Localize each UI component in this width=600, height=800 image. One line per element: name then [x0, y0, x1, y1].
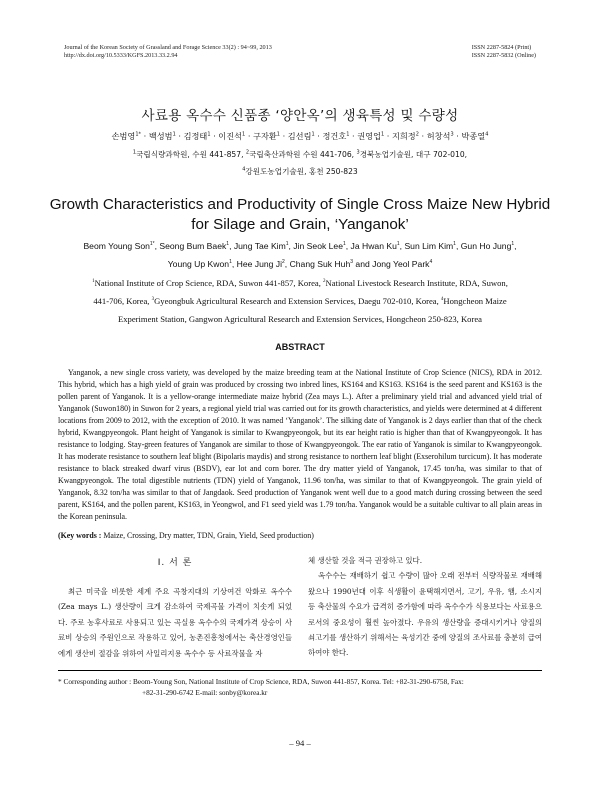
english-authors [50, 238, 550, 273]
english-affiliation-line-2: 441-706, Korea, $^3$Gyeongbuk Agricultural Research and Extension Services, Daegu 702-010, Korea, $^4$Hongcheon Maize [93, 296, 507, 306]
issn-online: ISSN 2287-5832 (Online) [471, 52, 536, 60]
english-authors-line-1: Beom Young Son$^{1*}$, Seong Bum Baek$^1$, Jung Tae Kim$^1$, Jin Seok Lee$^1$, Ja Hwan Ku$^1$, Sun Lim Kim$^1$, Gun Ho Jung$^1$, [83, 241, 517, 251]
issn-print: ISSN 2287-5824 (Print) [471, 44, 532, 51]
body-right-paragraph-2: 옥수수는 재배하기 쉽고 수량이 많아 오래 전부터 식량작물로 재배해 왔으나 1990년대 이후 식생활이 윤택해지면서, 고기, 우유, 햄, 소시지 등 축산물의 수요가 급격히 증가함에 따라 옥수수가 식용보다는 사료용으로서의 중요성이 훨씬 높아졌다. 우유의 생산량을 증대시키거나 양질의 쇠고기를 생산하기 위해서는 육성기간 중에 양질의 조사료를 충분히 급여하여야 한다. [308, 571, 542, 658]
doi-link[interactable]: http://dx.doi.org/10.5333/KGFS.2013.33.2.94 [64, 52, 178, 60]
page-number: – 94 – [289, 738, 311, 748]
korean-authors: 손범영$^{1*}$ · 백성범$^1$ · 김정태$^1$ · 이진석$^1$ · 구자환$^1$ · 김선림$^1$ · 정건호$^1$ · 권영업$^1$ · 지희정$^2$ · 허창석$^3$ · 박종열$^4$ [111, 131, 489, 141]
footnote-line-2: +82-31-290-6742 E-mail: sonby@korea.kr [142, 688, 268, 697]
body-right-column [308, 553, 542, 661]
english-affiliation-line-1: $^1$National Institute of Crop Science, RDA, Suwon 441-857, Korea, $^2$National Livestock Research Institute, RDA, Suwon, [92, 278, 508, 288]
footnote-line-1: * Corresponding author : Beom-Young Son, National Institute of Crop Science, RDA, Suwon 441-857, Korea. Tel: +82-31-290-6758, Fax: [58, 677, 464, 686]
body-right-paragraph-1: 체 생산할 것을 적극 권장하고 있다. [308, 556, 423, 565]
journal-citation: Journal of the Korean Society of Grassland and Forage Science 33(2) : 94~99, 2013 [64, 44, 272, 51]
english-authors-line-2: Young Up Kwon$^1$, Hee Jung Ji$^2$, Chang Suk Huh$^3$ and Jong Yeol Park$^4$ [167, 258, 433, 269]
korean-affiliations-1: $^1$국립식량과학원, 수원 441-857, $^2$국립축산과학원 수원 441-706, $^3$경북농업기술원, 대구 702-010, [132, 149, 468, 159]
keywords-label: (Key words : [58, 531, 102, 540]
korean-affiliations-2: $^4$강원도농업기술원, 홍천 250-823 [242, 166, 358, 176]
english-title-line-2: for Silage and Grain, ‘Yanganok’ [191, 216, 409, 233]
keywords [58, 531, 542, 540]
keywords-list: Maize, Crossing, Dry matter, TDN, Grain, Yield, Seed production) [101, 531, 314, 540]
korean-title: 사료용 옥수수 신품종 ‘양안옥’의 생육특성 및 수량성 [141, 108, 459, 124]
english-affiliations [48, 274, 552, 328]
section-heading-introduction: Ⅰ. 서 론 [157, 558, 193, 568]
footnote-divider [58, 670, 542, 671]
body-left-column: 최근 미국을 비롯한 세계 주요 곡창지대의 기상여건 악화로 옥수수(Zea mays L.) 생산량이 크게 감소하여 국제곡물 가격이 치솟게 되었다. 주로 농후사료로 사용되고 있는 곡실용 옥수수의 국제가격 상승이 사료비 상승의 주원인으로 작용하고 있어, 농촌진흥청에서는 축산경영인들에게 생산비 절감을 위하여 사일리지용 옥수수 등 사료작물을 자 [58, 587, 292, 658]
english-affiliation-line-3: Experiment Station, Gangwon Agricultural Research and Extension Services, Hongcheon 250-823, Korea [118, 314, 482, 324]
english-title-line-1: Growth Characteristics and Productivity of Single Cross Maize New Hybrid [49, 196, 551, 213]
abstract-text: Yanganok, a new single cross variety, was developed by the maize breeding team at the National Institute of Crop Science (NICS), RDA in 2012. This hybrid, which has a high yield of grain was produced by crossing two inbred lines, KS164 and KS163. KS164 is the seed parent and KS163 is the pollen parent of Yanganok. It is a yellow-orange intermediate maize hybrid (Zea mays L.). After a preliminary yield trial and advanced yield trial of Yanganok (Suwon180) in Suwon for 2 years, a regional yield trial was carried out for its growth characteristics, and yields were determined at 4 different locations from 2009 to 2012, with the exception of 2010. It was named ‘Yanganok’. The silking date of Yanganok is 2 days earlier than that of the check hybrid, Kwangpyeongok. Plant height of Yanganok is similar to Kwangpyeongok, but its ear height ratio is higher than that of Kwangpyeongok. It has resistance to lodging. Stay-green features of Yanganok are similar to those of Kwangpyeongok. The ear ratio of Yanganok is similar to Kwangpyeongok. It has moderate resistance to southern leaf blight (Bipolaris maydis) and strong resistance to northern leaf blight (Exserohilum turcicum). It has moderate resistance to black streaked dwarf virus (BSDV), ear lot and corn borer. The dry matter yield of Yanganok, 17.45 ton/ha, was similar to that of Kwangpyeongok. The total digestible nutrients (TDN) yield of Yanganok, 11.96 ton/ha, was similar to that of Kwangpyeongok. The grain yield of Yanganok, 8.32 ton/ha was similar to that of Jangdaok. Seed production of Yanganok went well due to a good match during crossing between the seed parent, KS164, and the pollen parent, KS163, in Yeongwol, and F1 seed yield was 1.79 ton/ha. Yanganok would be a suitable cultivar to all plain areas in the Korean peninsula. [58, 368, 542, 521]
english-title [0, 195, 600, 235]
abstract-heading: ABSTRACT [275, 342, 325, 352]
corresponding-author-footnote [58, 676, 542, 698]
